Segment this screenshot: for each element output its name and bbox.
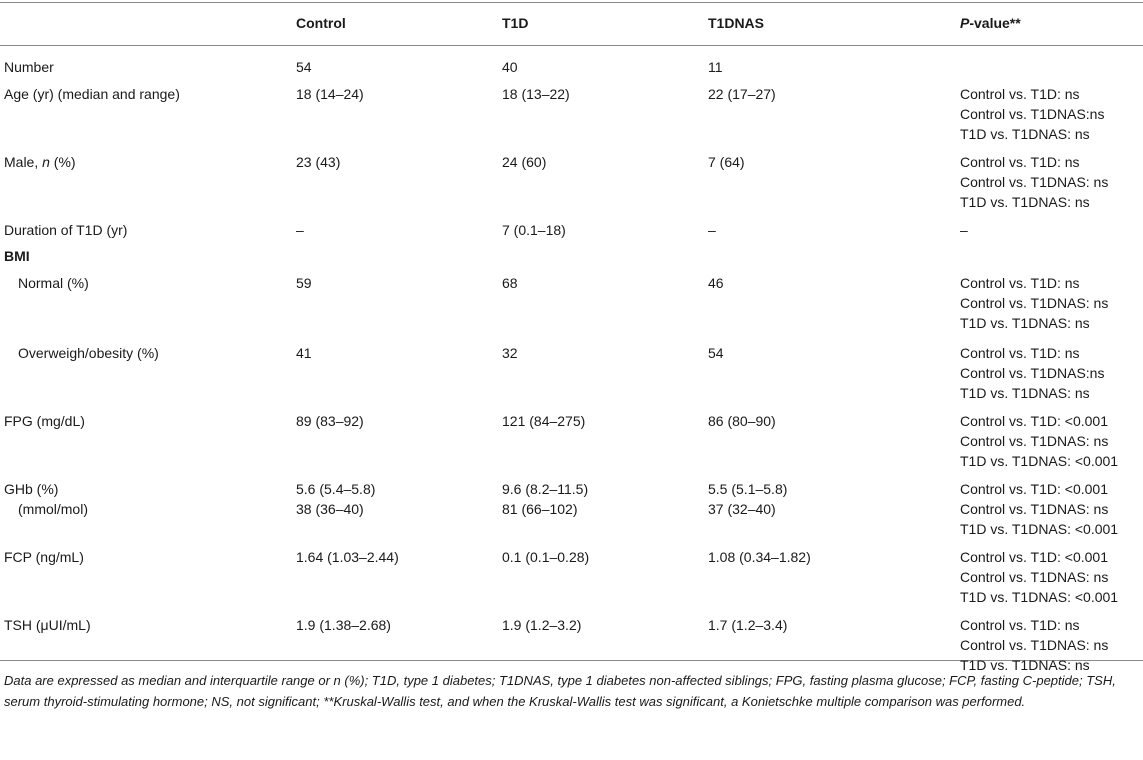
row-label: Duration of T1D (yr) xyxy=(4,222,128,238)
table-top-rule xyxy=(0,2,1143,3)
cell-control: 18 (14–24) xyxy=(296,86,364,102)
cell-t1d: 7 (0.1–18) xyxy=(502,222,566,238)
cell-pvalue: Control vs. T1DNAS: ns xyxy=(960,501,1109,517)
cell-control: 89 (83–92) xyxy=(296,413,364,429)
cell-t1d: 40 xyxy=(502,59,518,75)
cell-control: – xyxy=(296,222,304,238)
cell-pvalue: Control vs. T1DNAS: ns xyxy=(960,295,1109,311)
cell-t1dnas: 22 (17–27) xyxy=(708,86,776,102)
cell-control: 1.9 (1.38–2.68) xyxy=(296,617,391,633)
cell-pvalue: T1D vs. T1DNAS: <0.001 xyxy=(960,589,1119,605)
cell-control: 59 xyxy=(296,275,312,291)
row-label: FPG (mg/dL) xyxy=(4,413,85,429)
cell-pvalue: T1D vs. T1DNAS: <0.001 xyxy=(960,521,1119,537)
cell-t1dnas: 37 (32–40) xyxy=(708,501,776,517)
cell-pvalue: Control vs. T1DNAS:ns xyxy=(960,106,1105,122)
cell-pvalue: T1D vs. T1DNAS: ns xyxy=(960,194,1090,210)
cell-pvalue: Control vs. T1D: ns xyxy=(960,617,1080,633)
cell-t1d: 32 xyxy=(502,345,518,361)
header-p-value xyxy=(960,13,1021,33)
table-footnote: Data are expressed as median and interquartile range or n (%); T1D, type 1 diabetes; T1DNAS, type 1 diabetes non-affected siblings; FPG, fasting plasma glucose; FCP, fasting C-peptide; TSH, serum thyroid-stimulating hormone; NS, not significant; **Kruskal-Wallis test, and when the Kruskal-Wallis test was significant, a Konietschke multiple comparison was performed. xyxy=(4,673,1116,709)
cell-pvalue: Control vs. T1D: ns xyxy=(960,345,1080,361)
cell-pvalue: T1D vs. T1DNAS: ns xyxy=(960,385,1090,401)
cell-t1dnas: 1.7 (1.2–3.4) xyxy=(708,617,788,633)
cell-pvalue: Control vs. T1DNAS: ns xyxy=(960,569,1109,585)
cell-pvalue: Control vs. T1D: ns xyxy=(960,154,1080,170)
cell-t1dnas: 11 xyxy=(708,59,723,75)
cell-t1d: 9.6 (8.2–11.5) xyxy=(502,481,589,497)
section-label-bmi: BMI xyxy=(4,248,30,264)
header-t1dnas: T1DNAS xyxy=(708,15,765,31)
cell-t1dnas: 54 xyxy=(708,345,724,361)
cell-t1dnas: 86 (80–90) xyxy=(708,413,776,429)
cell-pvalue: T1D vs. T1DNAS: ns xyxy=(960,126,1090,142)
cell-control: 1.64 (1.03–2.44) xyxy=(296,549,399,565)
cell-control: 38 (36–40) xyxy=(296,501,364,517)
header-control: Control xyxy=(296,15,346,31)
cell-pvalue: T1D vs. T1DNAS: ns xyxy=(960,315,1090,331)
header-t1d: T1D xyxy=(502,15,529,31)
row-label: GHb (%) xyxy=(4,481,59,497)
cell-pvalue: Control vs. T1DNAS:ns xyxy=(960,365,1105,381)
cell-t1dnas: 46 xyxy=(708,275,724,291)
cell-t1dnas: 7 (64) xyxy=(708,154,745,170)
cell-t1dnas: – xyxy=(708,222,716,238)
cell-control: 54 xyxy=(296,59,312,75)
cell-pvalue: Control vs. T1D: <0.001 xyxy=(960,413,1108,429)
cell-pvalue: T1D vs. T1DNAS: ns xyxy=(960,657,1090,673)
cell-pvalue: Control vs. T1D: ns xyxy=(960,86,1080,102)
header-p-suffix: -value** xyxy=(969,15,1021,31)
cell-pvalue: Control vs. T1D: <0.001 xyxy=(960,481,1108,497)
cell-t1dnas: 5.5 (5.1–5.8) xyxy=(708,481,788,497)
cell-t1d: 1.9 (1.2–3.2) xyxy=(502,617,582,633)
row-label-pre: Male, xyxy=(4,154,43,170)
cell-pvalue: Control vs. T1D: <0.001 xyxy=(960,549,1108,565)
row-label: Normal (%) xyxy=(18,275,89,291)
cell-pvalue: Control vs. T1D: ns xyxy=(960,275,1080,291)
cell-t1d: 0.1 (0.1–0.28) xyxy=(502,549,590,565)
cell-t1d: 121 (84–275) xyxy=(502,413,586,429)
row-label: FCP (ng/mL) xyxy=(4,549,84,565)
row-label xyxy=(4,152,76,172)
table-header-rule xyxy=(0,45,1143,46)
cell-t1d: 68 xyxy=(502,275,518,291)
cell-control: 41 xyxy=(296,345,312,361)
cell-pvalue: T1D vs. T1DNAS: <0.001 xyxy=(960,453,1119,469)
cell-pvalue: Control vs. T1DNAS: ns xyxy=(960,433,1109,449)
cell-control: 5.6 (5.4–5.8) xyxy=(296,481,376,497)
cell-t1d: 24 (60) xyxy=(502,154,547,170)
cell-control: 23 (43) xyxy=(296,154,341,170)
row-label: Age (yr) (median and range) xyxy=(4,86,180,102)
cell-pvalue: Control vs. T1DNAS: ns xyxy=(960,174,1109,190)
row-label: TSH (μUI/mL) xyxy=(4,617,91,633)
cell-pvalue: – xyxy=(960,222,968,238)
cell-t1d: 18 (13–22) xyxy=(502,86,570,102)
cell-t1dnas: 1.08 (0.34–1.82) xyxy=(708,549,811,565)
header-p-letter: P xyxy=(960,15,970,31)
row-label: Number xyxy=(4,59,54,75)
cell-t1d: 81 (66–102) xyxy=(502,501,578,517)
cell-pvalue: Control vs. T1DNAS: ns xyxy=(960,637,1109,653)
row-label: Overweigh/obesity (%) xyxy=(18,345,159,361)
row-label-n: n xyxy=(42,154,50,170)
row-label-sub: (mmol/mol) xyxy=(18,501,88,517)
row-label-post: (%) xyxy=(49,154,76,170)
